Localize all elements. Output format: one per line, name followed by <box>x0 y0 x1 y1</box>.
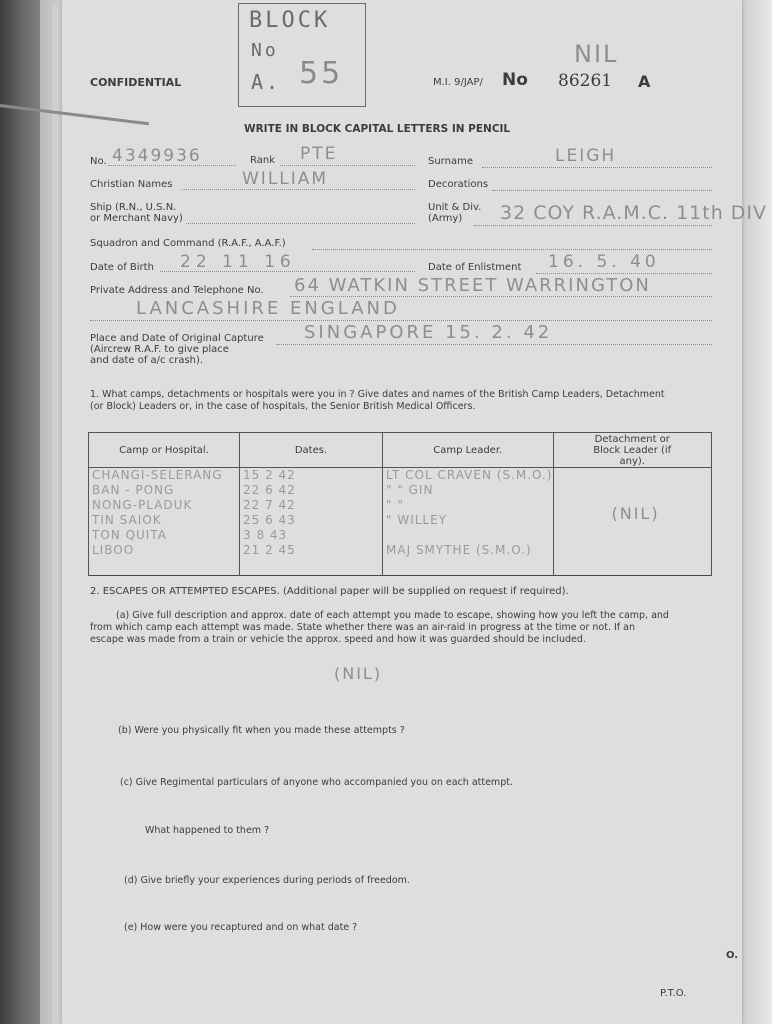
dotted-line <box>182 189 415 190</box>
surname-value: LEIGH <box>555 146 617 166</box>
address-label: Private Address and Telephone No. <box>90 285 264 296</box>
camps-table <box>88 432 712 576</box>
table-row: 3 8 43 <box>243 528 288 542</box>
dob-label: Date of Birth <box>90 262 154 273</box>
question-2c: (c) Give Regimental particulars of anyone who accompanied you on each attempt. <box>120 777 513 788</box>
mi-reference: M.I. 9/JAP/ <box>433 77 483 88</box>
dotted-line <box>186 223 415 224</box>
question-2a-line-2: from which camp each attempt was made. State whether there was an air-raid in progress at the time or not. If an <box>90 622 636 633</box>
table-row: BAN - PONG <box>92 483 175 497</box>
number-label: No <box>502 70 528 90</box>
table-row: CHANGI-SELERANG <box>92 468 223 482</box>
dob-value: 22 11 16 <box>180 252 296 272</box>
table-body <box>89 468 712 576</box>
question-2b: (b) Were you physically fit when you made these attempts ? <box>118 725 405 736</box>
dates-column <box>240 468 383 576</box>
question-2a-line-3: escape was made from a train or vehicle the approx. speed and how it was guarded should be included. <box>90 634 586 645</box>
dotted-line <box>280 165 415 166</box>
capture-label-2: (Aircrew R.A.F. to give place <box>90 344 229 355</box>
table-row: 22 7 42 <box>243 498 296 512</box>
table-header-row <box>89 433 712 468</box>
detachment-column <box>553 468 712 576</box>
table-row: MAJ SMYTHE (S.M.O.) <box>386 543 532 557</box>
question-2a-answer: (NIL) <box>334 664 383 683</box>
capture-label-3: and date of a/c crash). <box>90 355 204 366</box>
surname-label: Surname <box>428 156 473 167</box>
address-line-2: LANCASHIRE ENGLAND <box>136 298 400 319</box>
table-row: 22 6 42 <box>243 483 296 497</box>
confidential-label: CONFIDENTIAL <box>90 76 182 89</box>
detachment-value: (NIL) <box>611 504 660 523</box>
table-row: " " GIN <box>386 483 434 497</box>
address-line-1: 64 WATKIN STREET WARRINGTON <box>294 275 651 296</box>
dotted-line <box>482 167 712 168</box>
table-row: 21 2 45 <box>243 543 296 557</box>
block-stamp <box>238 3 366 107</box>
rank-label: Rank <box>250 155 275 166</box>
dotted-line <box>108 165 236 166</box>
col-camp-header: Camp or Hospital. <box>89 433 240 468</box>
dotted-line <box>492 190 712 191</box>
stamp-no-text: No <box>251 40 279 61</box>
serial-number: 86261 <box>558 71 613 91</box>
table-row: 15 2 42 <box>243 468 296 482</box>
table-row: " " <box>386 498 404 512</box>
table-row: NONG-PLADUK <box>92 498 193 512</box>
dotted-line <box>90 320 712 321</box>
question-2-title: 2. ESCAPES OR ATTEMPTED ESCAPES. (Additional paper will be supplied on request if required). <box>90 586 569 597</box>
service-no-value: 4349936 <box>112 146 202 166</box>
capture-value: SINGAPORE 15. 2. 42 <box>304 322 553 343</box>
table-row: LIBOO <box>92 543 135 557</box>
dotted-line <box>160 271 415 272</box>
question-2a-line-1: (a) Give full description and approx. date of each attempt you made to escape, showing how you left the camp, and <box>116 610 669 621</box>
question-2e: (e) How were you recaptured and on what date ? <box>124 922 358 933</box>
table-row: LT COL CRAVEN (S.M.O.) <box>386 468 553 482</box>
unit-value: 32 COY R.A.M.C. 11th DIV <box>500 202 768 224</box>
table-row: TON QUITA <box>92 528 167 542</box>
col-dates-header: Dates. <box>240 433 383 468</box>
squadron-label: Squadron and Command (R.A.F., A.A.F.) <box>90 238 286 249</box>
instruction-heading: WRITE IN BLOCK CAPITAL LETTERS IN PENCIL <box>244 123 511 135</box>
dotted-line <box>290 296 712 297</box>
ship-label-1: Ship (R.N., U.S.N. <box>90 202 177 213</box>
right-paper-stack <box>742 0 772 1024</box>
enlistment-value: 16. 5. 40 <box>548 252 660 272</box>
question-1-line-1: 1. What camps, detachments or hospitals were you in ? Give dates and names of the British Camp Leaders, Detachment <box>90 389 665 400</box>
serial-suffix: A <box>638 72 651 91</box>
table-row: " WILLEY <box>386 513 448 527</box>
nil-handwritten: NIL <box>574 40 619 68</box>
dotted-line <box>536 273 712 274</box>
capture-label-1: Place and Date of Original Capture <box>90 333 264 344</box>
service-no-label: No. <box>90 156 107 167</box>
decorations-label: Decorations <box>428 179 489 190</box>
dotted-line <box>474 225 712 226</box>
question-1-line-2: (or Block) Leaders or, in the case of hospitals, the Senior British Medical Officers. <box>90 401 476 412</box>
table-row: TIN SAIOK <box>92 513 162 527</box>
camp-column <box>89 468 240 576</box>
stamp-a-text: A. <box>251 70 282 94</box>
enlistment-label: Date of Enlistment <box>428 262 522 273</box>
col-detachment-header: Detachment or Block Leader (if any). <box>553 433 712 468</box>
stamp-number: 55 <box>299 56 344 91</box>
col-leader-header: Camp Leader. <box>383 433 554 468</box>
rank-value: PTE <box>300 144 338 164</box>
question-2d: (d) Give briefly your experiences during periods of freedom. <box>124 875 410 886</box>
christian-names-label: Christian Names <box>90 179 173 190</box>
dotted-line <box>276 344 712 345</box>
dotted-line <box>312 249 712 250</box>
pto-label: P.T.O. <box>660 988 687 999</box>
leader-column <box>383 468 554 576</box>
ship-label-2: or Merchant Navy) <box>90 213 183 224</box>
question-2c-follow-up: What happened to them ? <box>145 825 270 836</box>
table-row: 25 6 43 <box>243 513 296 527</box>
unit-label-1: Unit & Div. <box>428 202 482 213</box>
christian-names-value: WILLIAM <box>242 169 329 189</box>
stamp-block-text: BLOCK <box>249 8 331 33</box>
unit-label-2: (Army) <box>428 213 463 224</box>
table-row <box>383 528 553 543</box>
o-mark: O. <box>726 950 739 961</box>
